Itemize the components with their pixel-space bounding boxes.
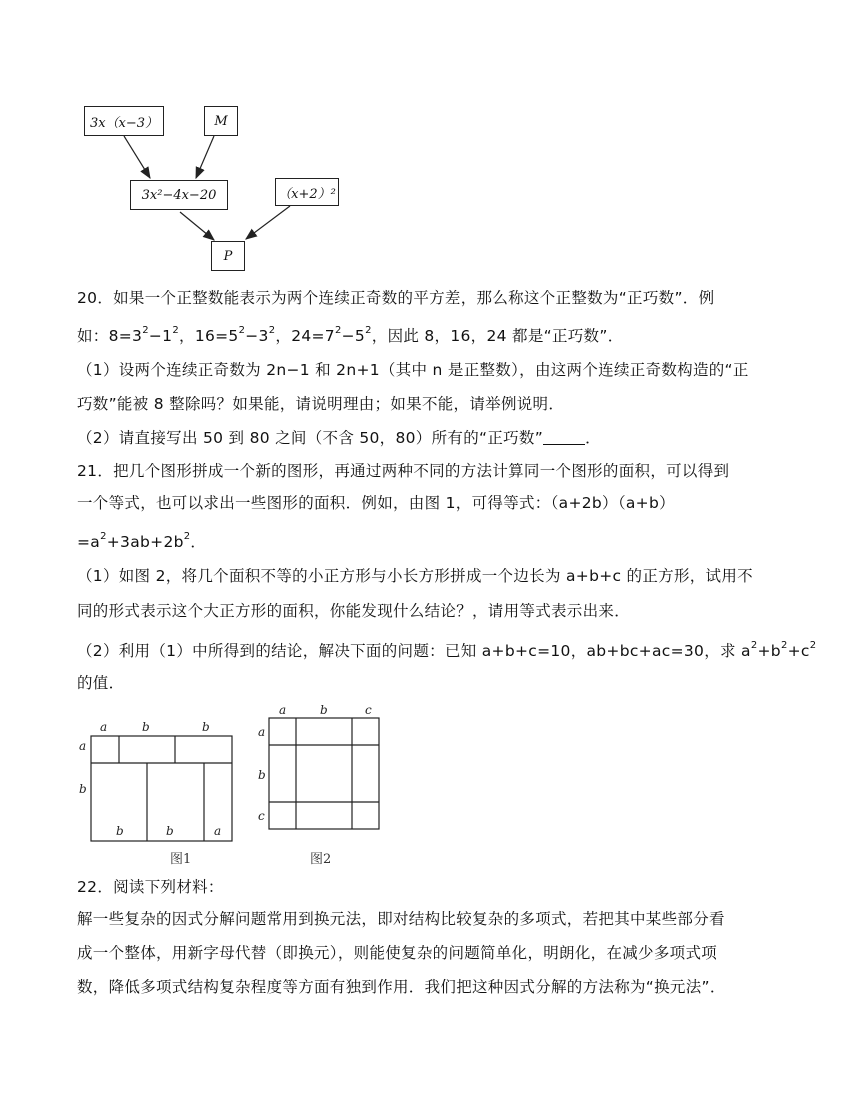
fig1-left-label-b: b — [79, 782, 87, 796]
q22-line-4: 数，降低多项式结构复杂程度等方面有独到作用．我们把这种因式分解的方法称为“换元法”． — [77, 978, 726, 996]
fig2-top-label-b: b — [320, 703, 328, 717]
q20-line-1: 20．如果一个正整数能表示为两个连续正奇数的平方差，那么称这个正整数为“正巧数”．例 — [77, 289, 715, 307]
q21-part2-line-2: 的值． — [77, 674, 125, 692]
tree-box-3x-x-minus-3: 3x（x−3） — [84, 106, 164, 136]
q22-line-2: 解一些复杂的因式分解问题常用到换元法，即对结构比较复杂的多项式，若把其中某些部分看 — [77, 910, 725, 928]
q20-line-2: 如：$8=3^2-1^2$，$16=5^2-3^2$，$24=7^2-5^2$，因此 8，16，24 都是“正巧数”． — [77, 325, 624, 346]
tree-box-p: P — [211, 241, 245, 271]
fig2-left-label-b: b — [258, 768, 266, 782]
fig1-bottom-label-b2: b — [166, 824, 174, 838]
fig1-bottom-label-b1: b — [116, 824, 124, 838]
q22-line-1: 22．阅读下列材料： — [77, 878, 224, 896]
fig1-bottom-label-a: a — [214, 824, 222, 838]
fig1-top-label-b1: b — [142, 720, 150, 734]
q21-part1-line-1: （1）如图 2，将几个面积不等的小正方形与小长方形拼成一个边长为 a+b+c 的正方形，试用不 — [77, 567, 753, 585]
fig2-left-label-c: c — [258, 809, 265, 823]
figure-2-caption: 图2 — [310, 852, 332, 867]
fig1-left-label-a: a — [79, 739, 87, 753]
q22-line-3: 成一个整体，用新字母代替（即换元），则能使复杂的问题简单化，明朗化，在减少多项式项 — [77, 944, 718, 962]
q21-line-3: $=a^2+3ab+2b^2$． — [77, 531, 207, 552]
fig1-top-label-b2: b — [202, 720, 210, 734]
tree-box-x-plus-2-squared: （x+2）² — [275, 178, 339, 206]
q21-part1-line-2: 同的形式表示这个大正方形的面积，你能发现什么结论？，请用等式表示出来． — [77, 602, 631, 620]
tree-box-3x2-4x-20: 3x²−4x−20 — [130, 180, 228, 210]
q20-part2: （2）请直接写出 50 到 80 之间（不含 50，80）所有的“正巧数” ． — [77, 429, 601, 447]
q20-part1-line-1: （1）设两个连续正奇数为 2n−1 和 2n+1（其中 n 是正整数），由这两个连续正奇数构造的“正 — [77, 361, 749, 379]
fig1-top-label-a: a — [100, 720, 108, 734]
q21-part2-line-1: （2）利用（1）中所得到的结论，解决下面的问题：已知 a+b+c=10，ab+bc+ac=30，求 $a^2+b^2+c^2$ — [77, 640, 817, 661]
q21-line-1: 21．把几个图形拼成一个新的图形，再通过两种不同的方法计算同一个图形的面积，可以得到 — [77, 462, 730, 480]
q20-part1-line-2: 巧数”能被 8 整除吗？如果能，请说明理由；如果不能，请举例说明． — [77, 395, 565, 413]
fig2-top-label-a: a — [279, 703, 287, 717]
figure-1-caption: 图1 — [170, 852, 192, 867]
fig2-top-label-c: c — [365, 703, 372, 717]
q21-line-2: 一个等式，也可以求出一些图形的面积．例如，由图 1，可得等式：（a+2b）（a+b） — [77, 494, 675, 512]
fig2-left-label-a: a — [258, 725, 266, 739]
tree-box-m: M — [204, 106, 238, 136]
